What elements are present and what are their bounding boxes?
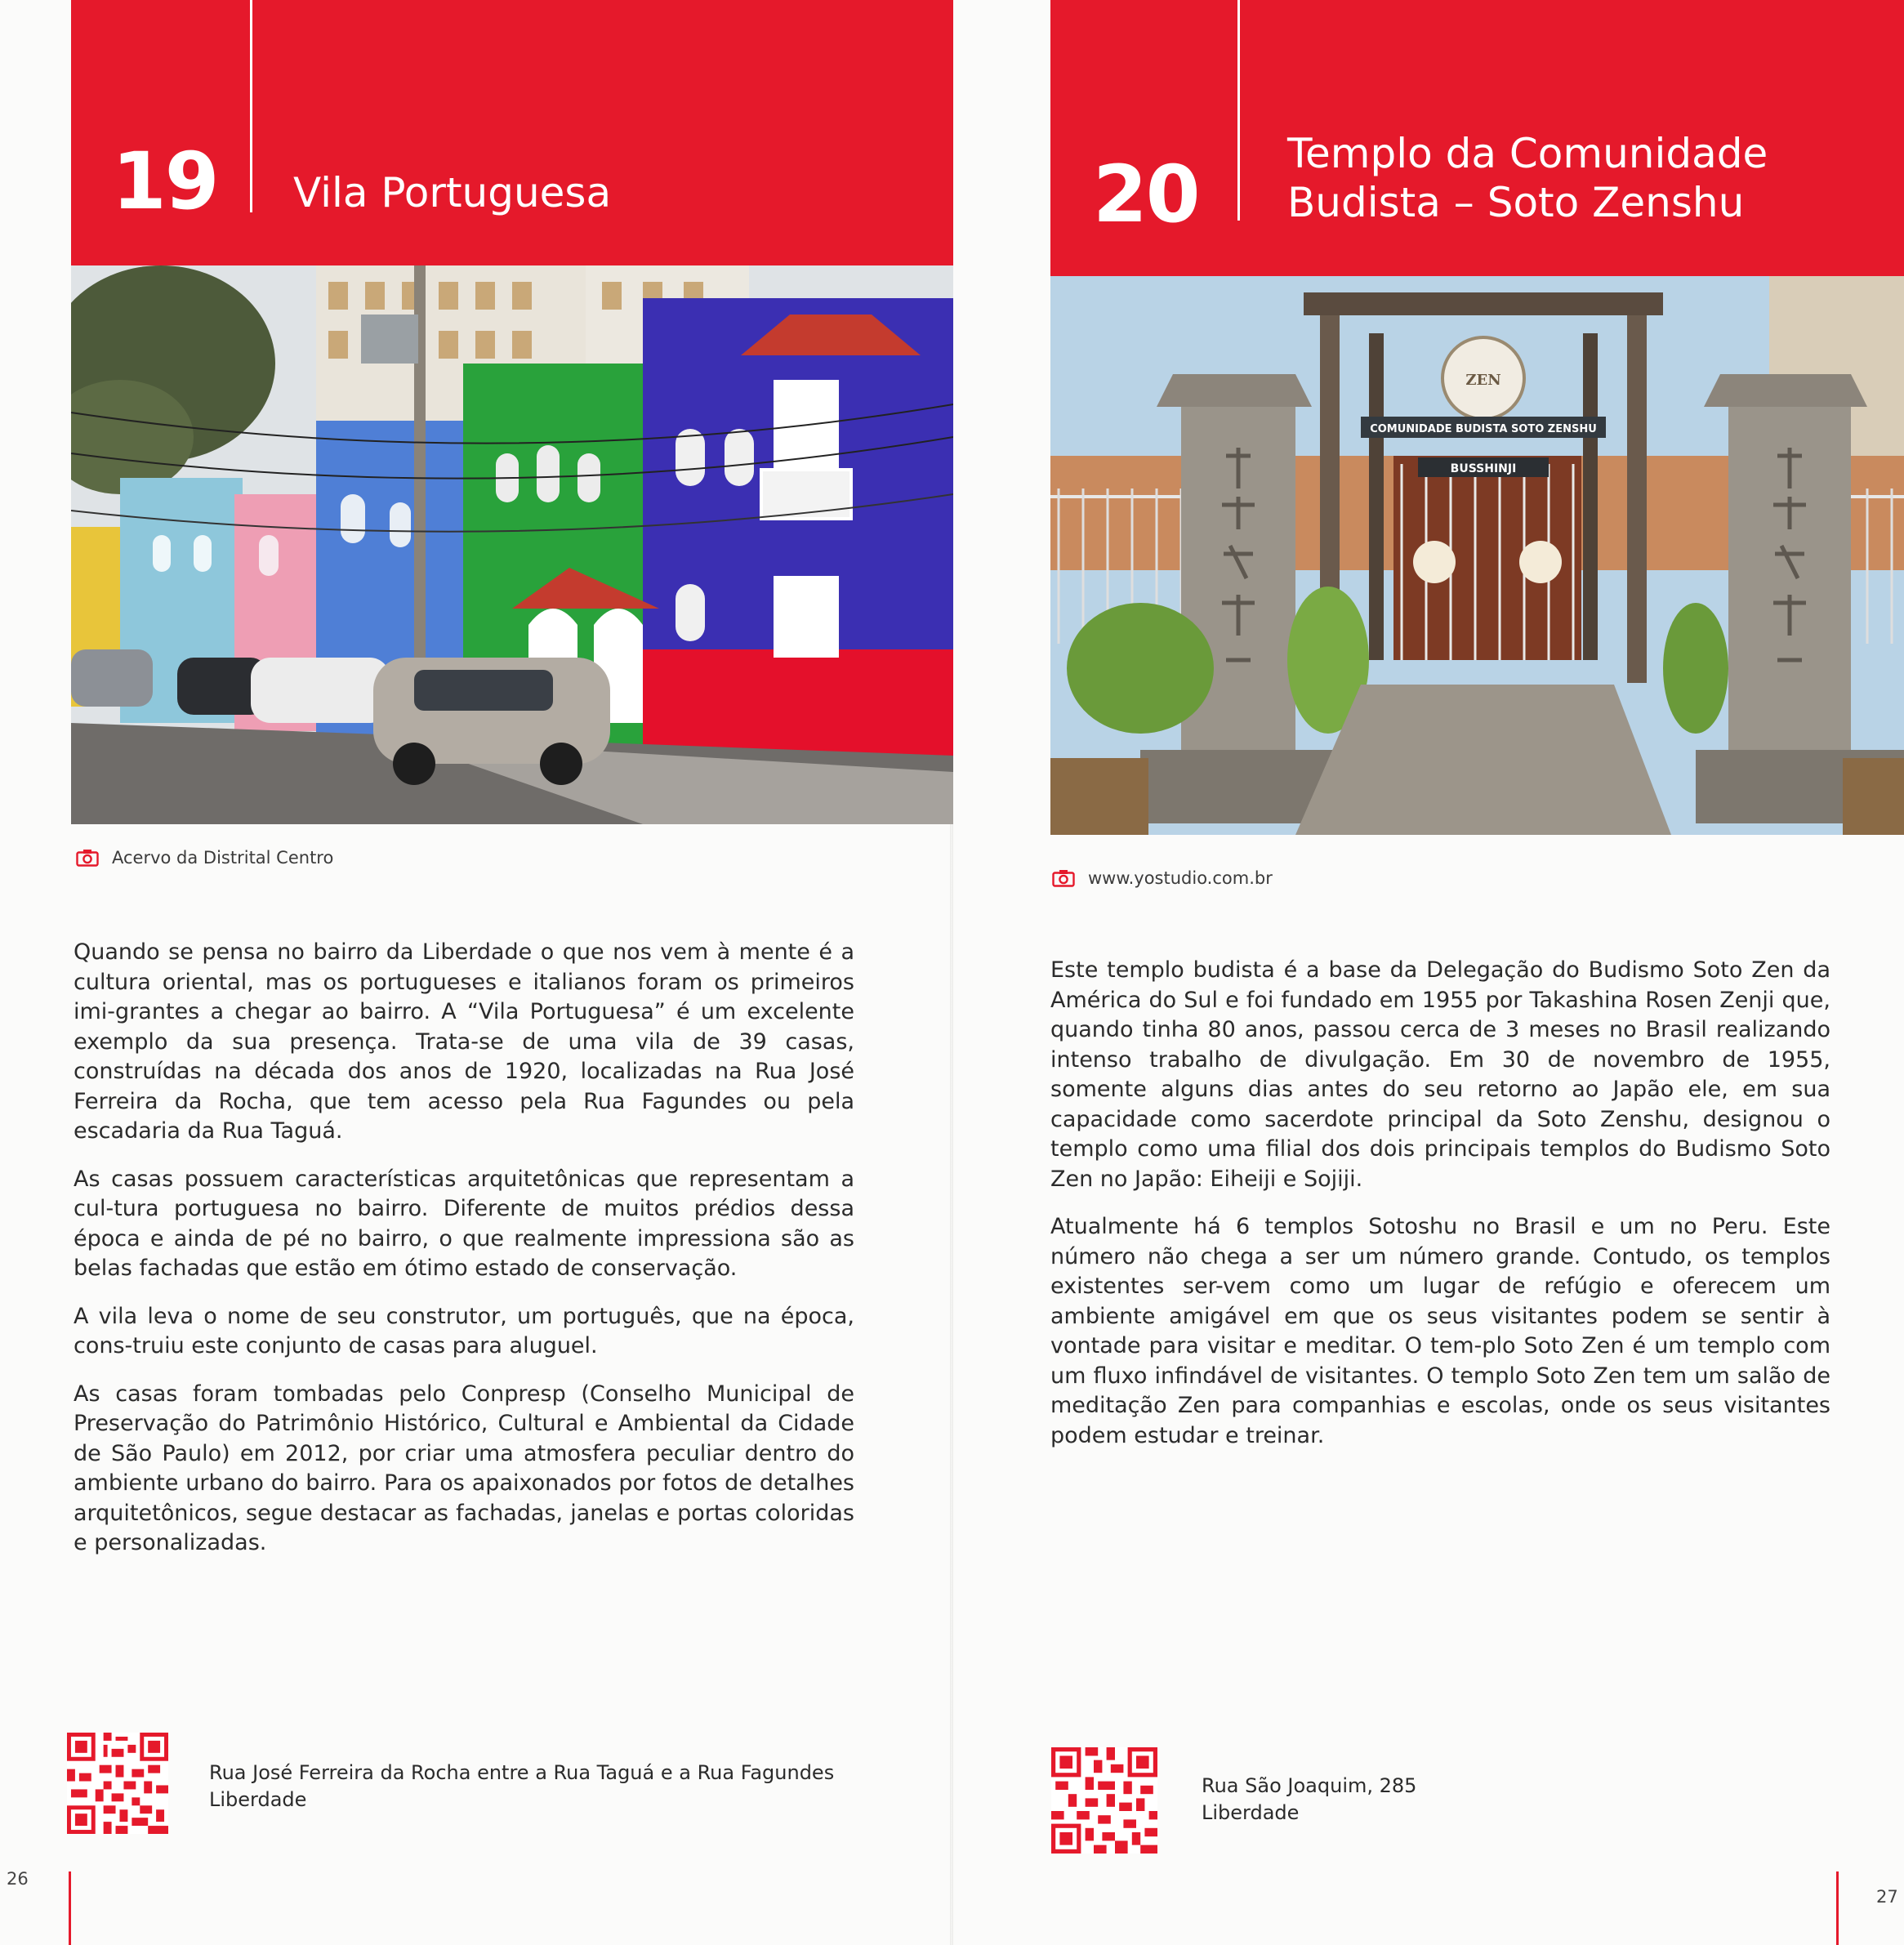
page-number: 27 bbox=[1876, 1887, 1898, 1907]
section-number: 20 bbox=[1093, 149, 1199, 240]
page-marker-line bbox=[1836, 1871, 1839, 1945]
page-number: 26 bbox=[7, 1869, 29, 1889]
photo-credit-text: Acervo da Distrital Centro bbox=[112, 848, 334, 868]
paragraph: As casas foram tombadas pelo Conpresp (Conselho Municipal de Preservação do Patrimônio Histórico, Cultural e Ambiental da Cidade de São Paulo) em 2012, por criar uma atmosfera peculiar dentro do ambiente urbano do bairro. Para os apaixonados por fotos de detalhes arquitetônicos, segue destacar as fachadas, janelas e portas coloridas e personalizadas. bbox=[74, 1381, 854, 1555]
banner-divider bbox=[1237, 0, 1240, 221]
sign-community: COMUNIDADE BUDISTA SOTO ZENSHU bbox=[1370, 423, 1597, 435]
section-number: 19 bbox=[112, 136, 218, 227]
page-right bbox=[952, 0, 1904, 1945]
address bbox=[1202, 1773, 1416, 1827]
section-banner-19 bbox=[71, 0, 953, 265]
qr-code-icon[interactable] bbox=[67, 1733, 168, 1834]
camera-icon bbox=[76, 849, 99, 867]
photo-credit bbox=[76, 848, 333, 868]
paragraph: Atualmente há 6 templos Sotoshu no Brasil e um no Peru. Este número não chega a ser um número grande. Contudo, os templos existentes ser-vem como um lugar de refúgio e oferecem um ambiente amigável em que os seus visitantes podem se sentir à vontade para visitar e meditar. O tem-plo Soto Zen é um templo com um fluxo infindável de visitantes. O templo Soto Zen tem um salão de meditação Zen para companhias e escolas, onde os seus visitantes podem estudar e treinar. bbox=[1050, 1214, 1830, 1448]
paragraph: A vila leva o nome de seu construtor, um português, que na época, cons-truiu este conjunto de casas para aluguel. bbox=[74, 1303, 854, 1358]
camera-icon bbox=[1052, 869, 1075, 887]
sign-zen: ZEN bbox=[1465, 372, 1501, 389]
address bbox=[209, 1760, 834, 1813]
paragraph: As casas possuem características arquitetônicas que representam a cul-tura portuguesa no bairro. Diferente de muitos prédios dessa época e ainda de pé no bairro, o que realmente impressiona são as belas fachadas que estão em ótimo estado de conservação. bbox=[74, 1166, 854, 1281]
section-title: Vila Portuguesa bbox=[293, 169, 612, 216]
article-body bbox=[74, 938, 854, 1577]
address-district: Liberdade bbox=[1202, 1801, 1300, 1824]
paragraph: Quando se pensa no bairro da Liberdade o que nos vem à mente é a cultura oriental, mas os portugueses e italianos foram os primeiros imi-grantes a chegar ao bairro. A “Vila Portuguesa” é um excelente exemplo da sua presença. Trata-se de uma vila de 39 casas, construídas na década dos anos de 1920, localizadas na Rua José Ferreira da Rocha, que tem acesso pela Rua Fagundes ou pela escadaria da Rua Taguá. bbox=[74, 939, 854, 1144]
address-street: Rua José Ferreira da Rocha entre a Rua Taguá e a Rua Fagundes bbox=[209, 1761, 835, 1784]
banner-divider bbox=[250, 0, 252, 212]
section-banner-20 bbox=[1050, 0, 1904, 276]
section-title: Templo da Comunidade Budista – Soto Zenshu bbox=[1287, 130, 1768, 226]
photo-credit-text: www.yostudio.com.br bbox=[1088, 868, 1273, 888]
paragraph: Este templo budista é a base da Delegação do Budismo Soto Zen da América do Sul e foi fundado em 1955 por Takashina Rosen Zenji que, quando tinha 80 anos, passou cerca de 3 meses no Brasil realizando intenso trabalho de divulgação. Em 30 de novembro de 1955, somente alguns dias antes do seu retorno ao Japão ele, em sua capacidade como sacerdote principal da Soto Zenshu, designou o templo como uma filial dos dois principais templos do Budismo Soto Zen no Japão: Eiheiji e Sojiji. bbox=[1050, 957, 1830, 1192]
photo-credit bbox=[1052, 868, 1273, 888]
photo-vila-portuguesa bbox=[71, 265, 953, 824]
photo-templo-soto-zenshu bbox=[1050, 276, 1904, 835]
sign-busshinji: BUSSHINJI bbox=[1450, 462, 1517, 475]
address-district: Liberdade bbox=[209, 1788, 307, 1811]
page-marker-line bbox=[69, 1871, 71, 1945]
article-body bbox=[1050, 956, 1830, 1469]
address-street: Rua São Joaquim, 285 bbox=[1202, 1774, 1417, 1797]
qr-code-icon[interactable] bbox=[1051, 1747, 1157, 1854]
